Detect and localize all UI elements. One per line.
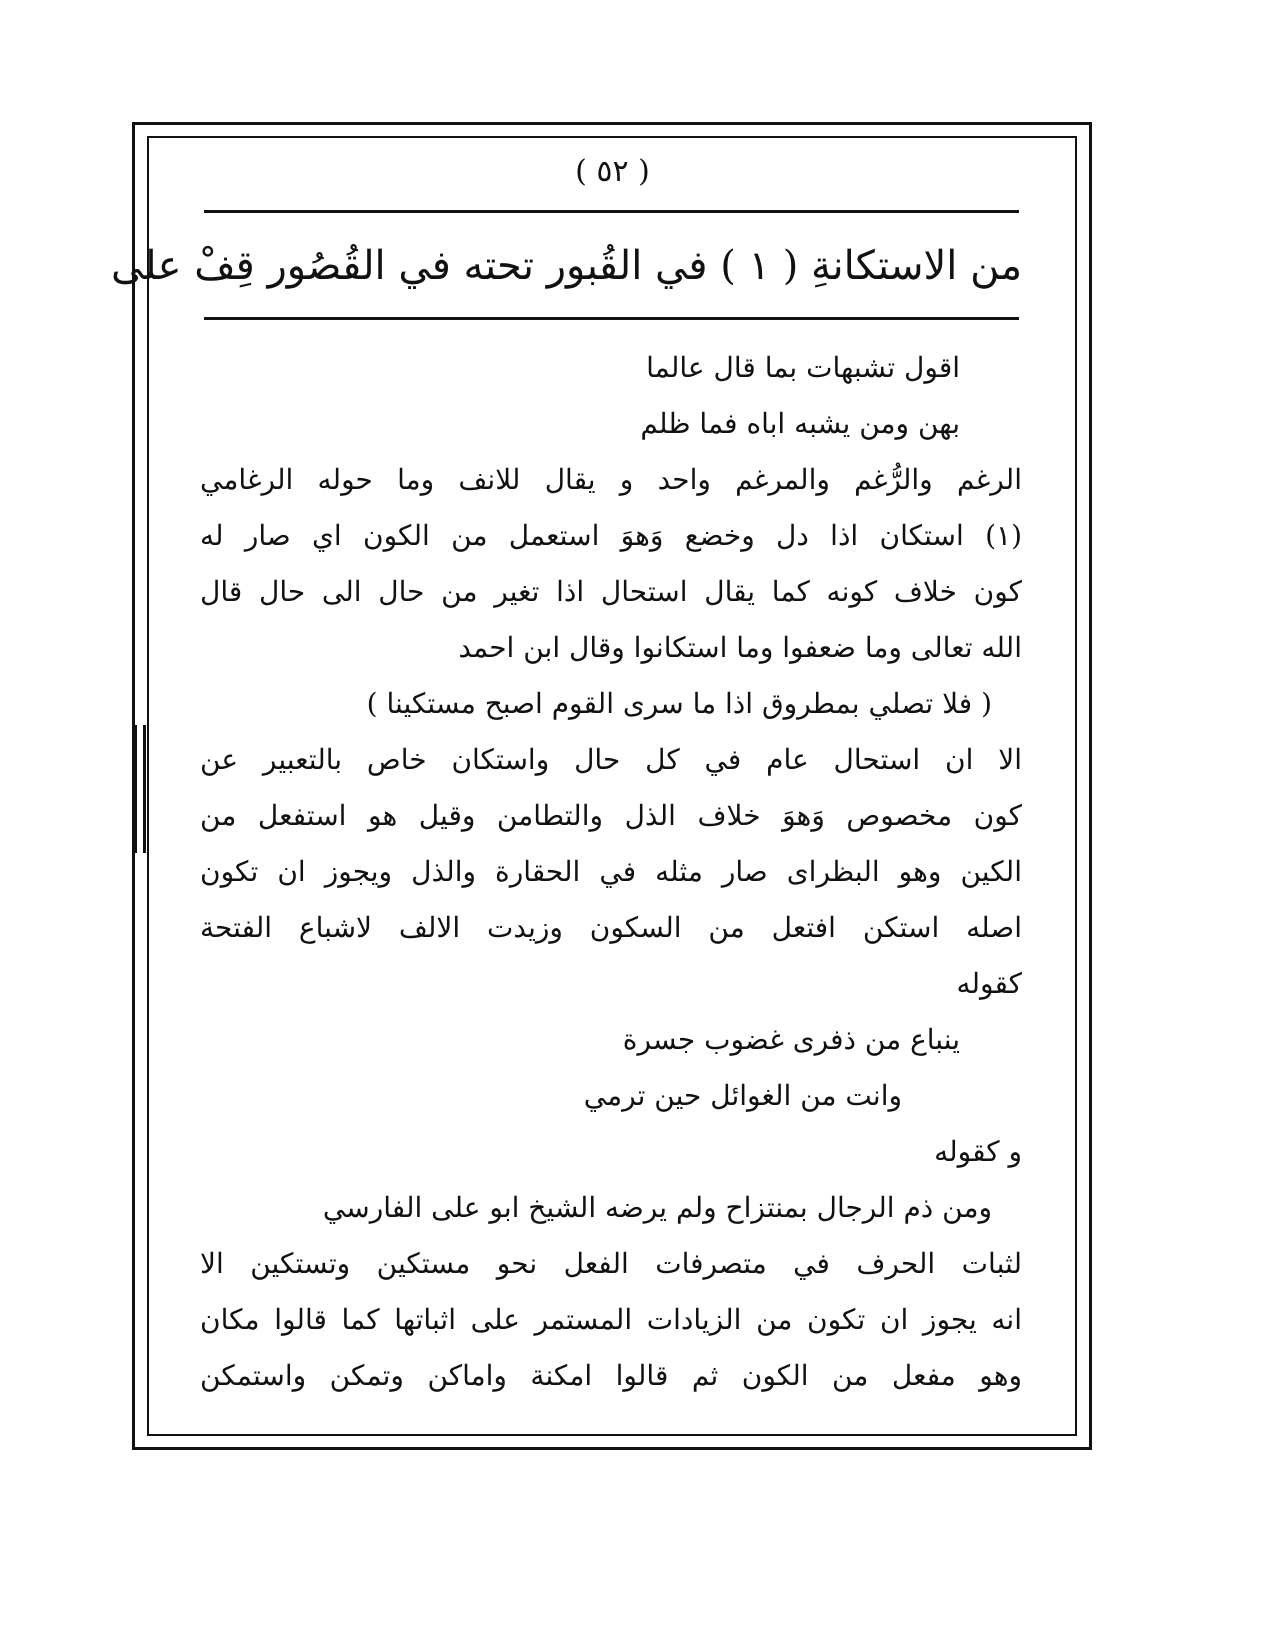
text-line: انه يجوز ان تكون من الزيادات المستمر على اثباتها كما قالوا مكان xyxy=(200,1303,1022,1336)
text-line: وهو مفعل من الكون ثم قالوا امكنة واماكن وتمكن واستمكن xyxy=(200,1359,1022,1392)
text-line: كون خلاف كونه كما يقال استحال اذا تغير من حال الى حال قال xyxy=(200,575,1022,608)
text-line: كون مخصوص وَهوَ خلاف الذل والتطامن وقيل هو استفعل من xyxy=(200,799,1022,832)
text-line: اقول تشبهات بما قال عالما xyxy=(646,351,960,384)
text-line: كقوله xyxy=(956,967,1022,1000)
page-number: ( ٥٢ ) xyxy=(575,154,650,189)
text-line: الرغم والرُّغم والمرغم واحد و يقال للانف وما حوله الرغامي xyxy=(200,463,1022,496)
text-line: الله تعالى وما ضعفوا وما استكانوا وقال ابن احمد xyxy=(458,631,1022,664)
footnote-line: (١) استكان اذا دل وخضع وَهوَ استعمل من الكون اي صار له xyxy=(200,519,1022,552)
text-line: لثبات الحرف في متصرفات الفعل نحو مستكين وتستكين الا xyxy=(200,1247,1022,1280)
text-line: اصله استكن افتعل من السكون وزيدت الالف لاشباع الفتحة xyxy=(200,911,1022,944)
section-heading: من الاستكانةِ ( ١ ) في القُبور تحته في القُصُور قِفْ على xyxy=(111,243,1022,289)
text-line: و كقوله xyxy=(934,1135,1022,1168)
body-text xyxy=(200,340,1022,1404)
heading-bottom-rule xyxy=(204,317,1019,320)
text-line: بهن ومن يشبه اباه فما ظلم xyxy=(640,407,960,440)
text-line: الا ان استحال عام في كل حال واستكان خاص بالتعبير عن xyxy=(200,743,1022,776)
binding-edge-mark xyxy=(134,725,146,853)
verse-line: ( فلا تصلي بمطروق اذا ما سرى القوم اصبح مستكينا ) xyxy=(366,687,992,720)
text-line: الكين وهو البظراى صار مثله في الحقارة والذل ويجوز ان تكون xyxy=(200,855,1022,888)
verse-line: ومن ذم الرجال بمنتزاح ولم يرضه الشيخ ابو على الفارسي xyxy=(322,1191,992,1224)
heading-top-rule xyxy=(204,210,1019,213)
verse-line: وانت من الغوائل حين ترمي xyxy=(583,1079,902,1112)
verse-line: ينباع من ذفرى غضوب جسرة xyxy=(622,1023,960,1056)
